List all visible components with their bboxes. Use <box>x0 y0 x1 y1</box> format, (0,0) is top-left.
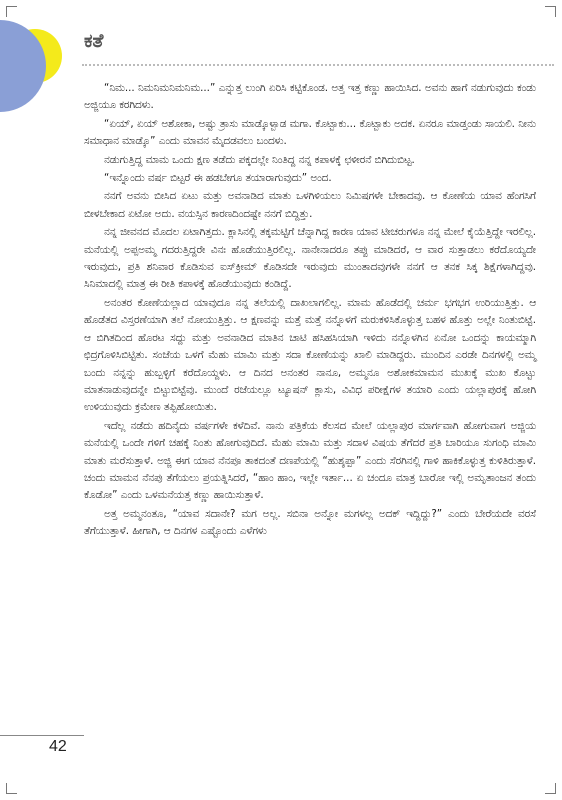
paragraph: “ಏಯ್, ಏಯ್ ಅಶೋಕಾ, ಅಷ್ಟು ತ್ರಾಸು ಮಾಡ್ಕೊಳ್ಬಾಡ ಮಗಾ. ಕೊಟ್ಬಾಕು... ಕೊಟ್ಬಾಕು ಅದಕ. ಏನರೂ ಮಾಡ್ತಂಡು ಸಾಯಲಿ. ನೀನು ಸಮಾಧಾನ ಮಾಡ್ಕೊ” ಎಂದು ಮಾವನ ಮೈದಡವಲು ಬಂದಳು. <box>84 117 536 148</box>
paragraph: ನಡುಗುತ್ತಿದ್ದ ಮಾಮ ಒಂದು ಕ್ಷಣ ತಡೆದು ಪಕ್ಕದಲ್ಲೇ ನಿಂತಿದ್ದ ನನ್ನ ಕಪಾಳಕ್ಕೆ ಛಳೀರನೆ ಬಿಗಿದುಬಿಟ್ಟ. <box>104 153 415 166</box>
header-dotted-divider <box>82 64 554 66</box>
crop-mark-bottom-left <box>6 783 17 794</box>
article-body <box>84 80 536 542</box>
crop-mark-top-right <box>545 6 556 17</box>
section-title: ಕತೆ <box>84 30 104 52</box>
page-number: 42 <box>49 738 67 755</box>
footer-divider <box>0 735 84 736</box>
paragraph: ನನಗೆ ಅವನು ಬೀಸಿದ ಏಟು ಮತ್ತು ಅವನಾಡಿದ ಮಾತು ಒಳಗಿಳಿಯಲು ನಿಮಿಷಗಳೇ ಬೇಕಾದವು. ಆ ಕೋಣೆಯ ಯಾವ ಹೆಂಗಸಿಗೆ ಬೀಳಬೇಕಾದ ಏಟೋ ಅದು. ವಯಸ್ಸಿನ ಕಾರಣದಿಂದಷ್ಟೇ ನನಗೆ ಬಿದ್ದಿತ್ತು. <box>84 190 536 220</box>
paragraph: ಅತ್ತ ಅಮ್ಮನಂತೂ, “ಯಾವ ಸದಾನೇ? ಮಗ ಅಲ್ಲ. ಸಬಿನಾ ಅನ್ನೋ ಮಗಳಲ್ಲ ಅದಕ್ ಇದ್ದಿದ್ದು?” ಎಂದು ಬೇರೆಯದೇ ವರಸೆ ತೆಗೆಯುತ್ತಾಳೆ. ಹೀಗಾಗಿ, ಆ ದಿನಗಳ ಎಷ್ಟೊಂದು ಎಳೆಗಳು <box>84 507 536 538</box>
decorative-circles <box>0 0 80 120</box>
paragraph: “ನಿಮ... ನಿಮನಿಮನಿಮನಿಮ...” ಎನ್ನುತ್ತ ಲುಂಗಿ ಏರಿಸಿ ಕಟ್ಟಿಕೊಂಡ. ಅತ್ತ ಇತ್ತ ಕಣ್ಣು ಹಾಯಿಸಿದ. ಅವನು ಹಾಗೆ ನಡುಗುವುದು ಕಂಡು ಅಜ್ಜಿಯೂ ಕರಗಿದಳು. <box>84 82 536 112</box>
paragraph: ಇದೆಲ್ಲ ನಡೆದು ಹದಿನೈದು ವರ್ಷಗಳೇ ಕಳೆದಿವೆ. ನಾನು ಪತ್ರಿಕೆಯ ಕೆಲಸದ ಮೇಲೆ ಯಲ್ಲಾಪುರ ಮಾರ್ಗವಾಗಿ ಹೋಗುವಾಗ ಅಜ್ಜಿಯ ಮನೆಯಲ್ಲಿ ಒಂದೇ ಗಳಿಗೆ ಚಹಕ್ಕೆ ನಿಂತು ಹೋಗುವುದಿದೆ. ಮೆಹು ಮಾಮಿ ಮತ್ತು ಸದಾಳ ವಿಷಯ ತೆಗೆದರೆ ಪ್ರತಿ ಬಾರಿಯೂ ಸುಗಂಧಿ ಮಾಮಿ ಮಾತು ಮರೆಸುತ್ತಾಳೆ. ಅಜ್ಜಿ ಈಗ ಯಾವ ನೆನಪೂ ತಾಕದಂತೆ ದಣಪೆಯಲ್ಲಿ “ಹುಶ್ಶಪ್ಪಾ” ಎಂದು ಸೆರಗಿನಲ್ಲಿ ಗಾಳಿ ಹಾಕಿಕೊಳ್ಳುತ್ತ ಕುಳಿತಿರುತ್ತಾಳೆ. ಚಂದು ಮಾಮನ ನೆನಪು ತೆಗೆಯಲು ಪ್ರಯತ್ನಿಸಿದರೆ, “ಹಾಂ ಹಾಂ, ಇಲ್ಲೇ ಇರ್ತಾ... ಏ ಚಂದೂ ಮಾತ್ರ ಬಾರೋ ಇಲ್ಲಿ ಅಮೃತಾಂಜನ ತಂದು ಕೊಡೋ” ಎಂದು ಒಳಮನೆಯತ್ತ ಕಣ್ಣು ಹಾಯಿಸುತ್ತಾಳೆ. <box>84 419 536 502</box>
paragraph: ನನ್ನ ಜೀವನದ ಮೊದಲ ಏಟಾಗಿತ್ತದು. ಕ್ಲಾಸಿನಲ್ಲಿ ತಕ್ಕಮಟ್ಟಿಗೆ ಚೆನ್ನಾಗಿದ್ದ ಕಾರಣ ಯಾವ ಟೀಚರುಗಳೂ ನನ್ನ ಮೇಲೆ ಕೈಯೆತ್ತಿದ್ದೇ ಇರಲಿಲ್ಲ. ಮನೆಯಲ್ಲಿ ಅಪ್ಪಅಮ್ಮ ಗದರುತ್ತಿದ್ದರೇ ವಿನಃ ಹೊಡೆಯುತ್ತಿರಲಿಲ್ಲ. ನಾನೇನಾದರೂ ತಪ್ಪು ಮಾಡಿದರೆ, ಆ ವಾರ ಸುತ್ತಾಡಲು ಕರೆದೊಯ್ಯದೇ ಇರುವುದು, ಪ್ರತಿ ಶನಿವಾರ ಕೊಡಿಸುವ ಐಸ್‌ಕ್ರೀಮ್ ಕೊಡಿಸದೇ ಇರುವುದು ಮುಂತಾದವುಗಳೇ ನನಗೆ ಆ ತನಕ ಸಿಕ್ಕ ಶಿಕ್ಷೆಗಳಾಗಿದ್ದವು. ಸಿನಿಮಾದಲ್ಲಿ ಮಾತ್ರ ಈ ರೀತಿ ಕಪಾಳಕ್ಕೆ ಹೊಡೆಯುವುದು ಕಂಡಿದ್ದೆ. <box>84 226 536 291</box>
crop-mark-bottom-right <box>545 783 556 794</box>
paragraph: “ಇನ್ನೊಂದು ವರ್ಷ ಬಿಟ್ಟರೆ ಈ ಹಡಬೇಗೂ ತಯಾರಾಗುವುದು” ಅಂದ. <box>104 172 332 185</box>
paragraph: ಅನಂತರ ಕೋಣೆಯಲ್ಲಾದ ಯಾವುದೂ ನನ್ನ ತಲೆಯಲ್ಲಿ ದಾಖಲಾಗಲಿಲ್ಲ. ಮಾಮ ಹೊಡೆದಲ್ಲಿ ಚರ್ಮ ಭಗಭಗ ಉರಿಯುತ್ತಿತ್ತು. ಆ ಹೊಡೆತದ ವಿಸ್ತರಣೆಯಾಗಿ ತಲೆ ನೋಯುತ್ತಿತ್ತು. ಆ ಕ್ಷಣವನ್ನು ಮತ್ತೆ ಮತ್ತೆ ನನ್ನೊಳಗೆ ಮರುಕಳಿಸಿಕೊಳ್ಳುತ್ತ ಬಹಳ ಹೊತ್ತು ಅಲ್ಲೇ ನಿಂತುಬಿಟ್ಟೆ. ಆ ಬಿಗಿತದಿಂದ ಹೊರಟ ಸದ್ದು ಮತ್ತು ಅವನಾಡಿದ ಮಾತಿನ ಚಾಟಿ ಹಸಿಹಸಿಯಾಗಿ ಇಳಿದು ನನ್ನೊಳಗಿನ ಏನೋ ಒಂದನ್ನು ಕಾಯಮ್ಮಾಗಿ ಛಿದ್ರಗೊಳಿಸಿಬಿಟ್ಟಿತು. ಸಂಜೆಯ ಒಳಗೆ ಮೆಹು ಮಾಮಿ ಮತ್ತು ಸದಾ ಕೋಣೆಯನ್ನು ಖಾಲಿ ಮಾಡಿದ್ದರು. ಮುಂದಿನ ಎರಡೇ ದಿನಗಳಲ್ಲಿ ಅಮ್ಮ ಬಂದು ನನ್ನನ್ನು ಹುಬ್ಬಳ್ಳಿಗೆ ಕರೆದೊಯ್ದಳು. ಆ ದಿನದ ಅನಂತರ ನಾನೂ, ಅಮ್ಮನೂ ಅಶೋಕಮಾಮನ ಮುಖಕ್ಕೆ ಮುಖ ಕೊಟ್ಟು ಮಾತನಾಡುವುದನ್ನೇ ಬಿಟ್ಟುಬಿಟ್ಟೆವು. ಮುಂದೆ ರಜೆಯಲ್ಲೂ ಟ್ಯೂಷನ್ ಕ್ಲಾಸು, ವಿವಿಧ ಪರೀಕ್ಷೆಗಳ ತಯಾರಿ ಎಂದು ಯಲ್ಲಾಪುರಕ್ಕೆ ಹೋಗಿ ಉಳಿಯುವುದು ಕ್ರಮೇಣ ತಪ್ಪಿಹೋಯಿತು. <box>84 296 536 414</box>
